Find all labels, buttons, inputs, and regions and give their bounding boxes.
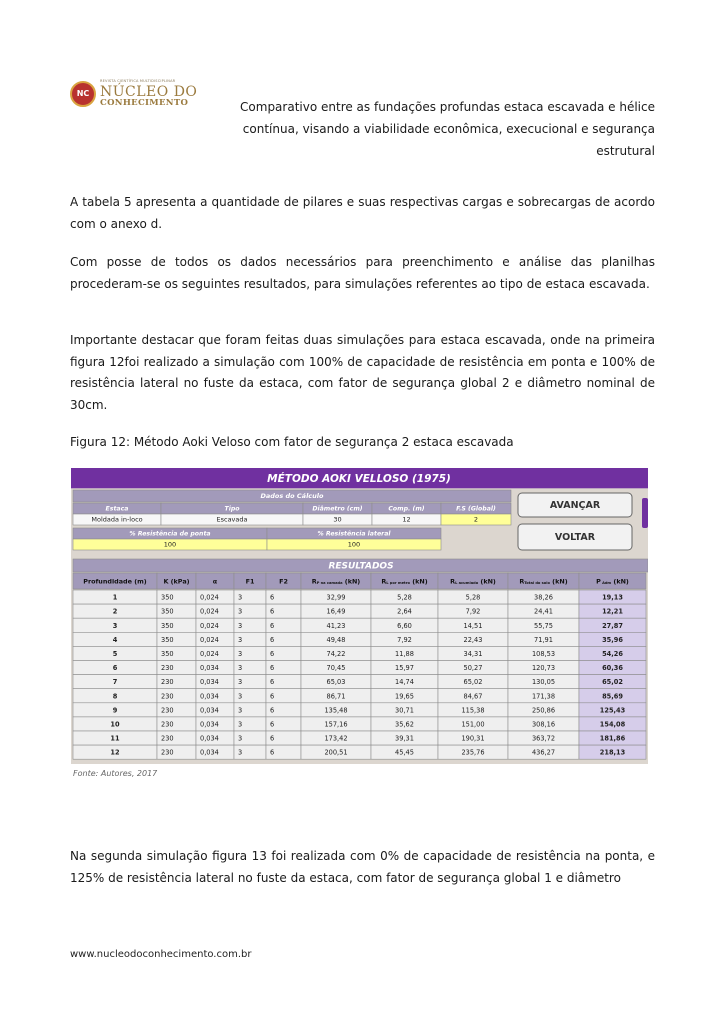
result-value: 0,034: [200, 734, 219, 743]
result-value: 0,034: [200, 678, 219, 687]
input-value-text: 12: [402, 515, 411, 524]
figure-caption: Figura 12: Método Aoki Veloso com fator de segurança 2 estaca escavada: [70, 435, 514, 449]
result-value: 35,62: [395, 720, 414, 729]
paragraph-3: Importante destacar que foram feitas duas simulações para estaca escavada, onde na primeira figura 12foi realizado a simulação com 100% de capacidade de resistência em ponta e 100% de resistência lateral no fuste da estaca, com fator de segurança global 2 e diâmetro nominal de 30cm.: [70, 333, 655, 412]
result-value: 6: [270, 664, 275, 673]
input-header-text: Tipo: [224, 505, 240, 513]
result-value: 3: [238, 692, 243, 701]
dados-title: Dados do Cálculo: [260, 492, 324, 500]
result-value: 50,27: [463, 664, 483, 673]
article-header-title: [215, 96, 655, 162]
header-title-line-2: contínua, visando a viabilidade econômica, execucional e segurança: [242, 122, 655, 136]
result-value: 49,48: [326, 635, 346, 644]
result-value: 6: [270, 621, 275, 630]
result-value: 3: [238, 593, 243, 602]
result-value: 436,27: [531, 748, 556, 757]
result-value: 108,53: [531, 649, 556, 658]
depth-value: 1: [112, 593, 118, 602]
result-value: 200,51: [324, 748, 348, 757]
depth-value: 7: [112, 678, 118, 687]
result-value: 19,65: [395, 692, 414, 701]
spreadsheet-figure: [71, 468, 648, 764]
header-title-line-3: estrutural: [596, 144, 655, 158]
depth-value: 4: [112, 635, 118, 644]
result-value: 363,72: [531, 734, 556, 743]
results-header-text: Profundidade (m): [83, 577, 147, 586]
padm-value: 54,26: [602, 649, 623, 658]
result-value: 0,034: [200, 706, 219, 715]
padm-value: 35,96: [602, 635, 623, 644]
logo-seal-icon: NC: [70, 81, 96, 107]
depth-value: 5: [112, 649, 118, 658]
result-value: 6: [270, 649, 275, 658]
result-value: 0,034: [200, 720, 219, 729]
depth-value: 3: [112, 621, 118, 630]
result-value: 71,91: [534, 635, 553, 644]
depth-value: 12: [110, 748, 120, 757]
result-value: 34,31: [463, 649, 483, 658]
result-value: 14,74: [395, 678, 414, 687]
sheet-title: MÉTODO AOKI VELLOSO (1975): [267, 473, 451, 485]
result-value: 3: [238, 649, 243, 658]
result-value: 3: [238, 706, 243, 715]
result-value: 190,31: [461, 734, 485, 743]
results-header-text: P $_{Adm}$ (kN): [596, 577, 629, 586]
result-value: 6: [270, 635, 275, 644]
resist-header-text: % Resistência de ponta: [129, 530, 211, 538]
resist-header-text: % Resistência lateral: [317, 530, 391, 538]
result-value: 3: [238, 720, 243, 729]
padm-value: 85,69: [602, 692, 623, 701]
result-value: 350: [161, 635, 174, 644]
results-header-text: K (kPa): [163, 577, 190, 586]
results-header-text: F2: [279, 577, 288, 586]
input-header-text: F.S (Global): [456, 505, 496, 513]
input-header-text: Diâmetro (cm): [312, 505, 363, 513]
result-value: 6: [270, 593, 275, 602]
figure-source: Fonte: Autores, 2017: [73, 769, 158, 778]
result-value: 7,92: [465, 607, 481, 616]
depth-value: 10: [110, 720, 120, 729]
result-value: 230: [161, 720, 174, 729]
result-value: 0,024: [200, 635, 219, 644]
result-value: 15,97: [395, 664, 414, 673]
resist-value-text: 100: [163, 540, 177, 549]
result-value: 65,02: [463, 678, 483, 687]
result-value: 6: [270, 748, 275, 757]
padm-value: 154,08: [599, 720, 626, 729]
padm-value: 65,02: [602, 678, 623, 687]
result-value: 115,38: [461, 706, 485, 715]
result-value: 0,024: [200, 649, 219, 658]
padm-value: 125,43: [599, 706, 626, 715]
result-value: 235,76: [461, 748, 485, 757]
result-value: 230: [161, 664, 174, 673]
result-value: 173,42: [324, 734, 348, 743]
result-value: 2,64: [397, 607, 412, 616]
paragraph-4: Na segunda simulação figura 13 foi realizada com 0% de capacidade de resistência na ponta, e 125% de resistência lateral no fuste da estaca, com fator de segurança global 1 e diâmetro: [70, 849, 655, 885]
results-header-text: α: [212, 577, 218, 586]
result-value: 6: [270, 678, 275, 687]
input-header-text: Comp. (m): [388, 505, 425, 513]
site-logo[interactable]: [70, 80, 197, 107]
aoki-velloso-spreadsheet: [71, 468, 648, 764]
result-value: 130,05: [531, 678, 556, 687]
results-header-text: $R_{L por metro}$ (kN): [381, 577, 428, 586]
footer-url[interactable]: www.nucleodoconhecimento.com.br: [70, 949, 252, 960]
result-value: 84,67: [463, 692, 483, 701]
avancar-button-label: AVANÇAR: [549, 500, 601, 511]
result-value: 0,034: [200, 664, 219, 673]
paragraph-1: A tabela 5 apresenta a quantidade de pilares e suas respectivas cargas e sobrecargas de acordo com o anexo d.: [70, 195, 655, 231]
result-value: 230: [161, 692, 174, 701]
depth-value: 6: [112, 664, 118, 673]
result-value: 5,28: [397, 593, 412, 602]
result-value: 135,48: [324, 706, 348, 715]
padm-value: 218,13: [599, 748, 626, 757]
result-value: 45,45: [395, 748, 414, 757]
result-value: 6,60: [397, 621, 412, 630]
result-value: 86,71: [326, 692, 346, 701]
result-value: 11,88: [395, 649, 414, 658]
result-value: 14,51: [463, 621, 483, 630]
result-value: 350: [161, 607, 174, 616]
result-value: 157,16: [324, 720, 348, 729]
result-value: 24,41: [534, 607, 553, 616]
result-value: 16,49: [326, 607, 346, 616]
result-value: 39,31: [395, 734, 414, 743]
paragraph-2: Com posse de todos os dados necessários para preenchimento e análise das planilhas procederam-se os seguintes resultados, para simulações referentes ao tipo de estaca escavada.: [70, 255, 655, 291]
result-value: 6: [270, 692, 275, 701]
result-value: 32,99: [326, 593, 346, 602]
result-value: 120,73: [531, 664, 556, 673]
result-value: 250,86: [531, 706, 556, 715]
result-value: 171,38: [531, 692, 556, 701]
result-value: 3: [238, 678, 243, 687]
result-value: 151,00: [461, 720, 485, 729]
voltar-button-label: VOLTAR: [554, 532, 596, 543]
result-value: 350: [161, 649, 174, 658]
result-value: 30,71: [395, 706, 414, 715]
result-value: 0,024: [200, 621, 219, 630]
result-value: 0,024: [200, 607, 219, 616]
input-value-text: Moldada in-loco: [91, 515, 143, 524]
result-value: 74,22: [326, 649, 346, 658]
result-value: 230: [161, 678, 174, 687]
result-value: 230: [161, 734, 174, 743]
header-title-line-1: Comparativo entre as fundações profundas estaca escavada e hélice: [240, 100, 655, 114]
result-value: 230: [161, 706, 174, 715]
result-value: 38,26: [534, 593, 553, 602]
result-value: 0,034: [200, 748, 219, 757]
input-header-text: Estaca: [105, 505, 129, 513]
depth-value: 8: [112, 692, 118, 701]
results-header-text: F1: [245, 577, 255, 586]
side-tab: [642, 498, 648, 528]
result-value: 3: [238, 734, 243, 743]
logo-name-line1: NÚCLEO DO: [100, 83, 198, 100]
result-value: 3: [238, 607, 243, 616]
padm-value: 12,21: [602, 607, 623, 616]
results-header-text: $R_{Total do solo}$ (kN): [519, 577, 568, 586]
result-value: 3: [238, 664, 243, 673]
result-value: 0,034: [200, 692, 219, 701]
result-value: 41,23: [326, 621, 346, 630]
depth-value: 9: [112, 706, 118, 715]
results-header-text: $R_{L acumlado}$ (kN): [450, 577, 496, 586]
result-value: 0,024: [200, 593, 219, 602]
padm-value: 60,36: [602, 664, 623, 673]
result-value: 6: [270, 720, 275, 729]
result-value: 6: [270, 706, 275, 715]
result-value: 230: [161, 748, 174, 757]
result-value: 55,75: [534, 621, 553, 630]
result-value: 3: [238, 621, 243, 630]
padm-value: 19,13: [602, 593, 623, 602]
results-title: RESULTADOS: [328, 561, 394, 572]
result-value: 70,45: [326, 664, 346, 673]
input-value-text: 30: [333, 515, 342, 524]
result-value: 350: [161, 621, 174, 630]
result-value: 7,92: [397, 635, 412, 644]
result-value: 6: [270, 607, 275, 616]
depth-value: 2: [112, 607, 118, 616]
depth-value: 11: [110, 734, 120, 743]
result-value: 6: [270, 734, 275, 743]
results-header-text: $R_{P na camada}$ (kN): [311, 577, 361, 586]
result-value: 3: [238, 748, 243, 757]
input-value-text: Escavada: [216, 515, 248, 524]
result-value: 65,03: [326, 678, 346, 687]
result-value: 3: [238, 635, 243, 644]
result-value: 5,28: [465, 593, 481, 602]
logo-tagline: REVISTA CIENTÍFICA MULTIDISCIPLINAR: [100, 79, 176, 83]
padm-value: 27,87: [602, 621, 623, 630]
result-value: 22,43: [463, 635, 483, 644]
input-value-text: 2: [473, 515, 479, 524]
result-value: 350: [161, 593, 174, 602]
resist-value-text: 100: [347, 540, 361, 549]
result-value: 308,16: [531, 720, 556, 729]
padm-value: 181,86: [599, 734, 626, 743]
logo-name-line2: CONHECIMENTO: [100, 97, 189, 108]
